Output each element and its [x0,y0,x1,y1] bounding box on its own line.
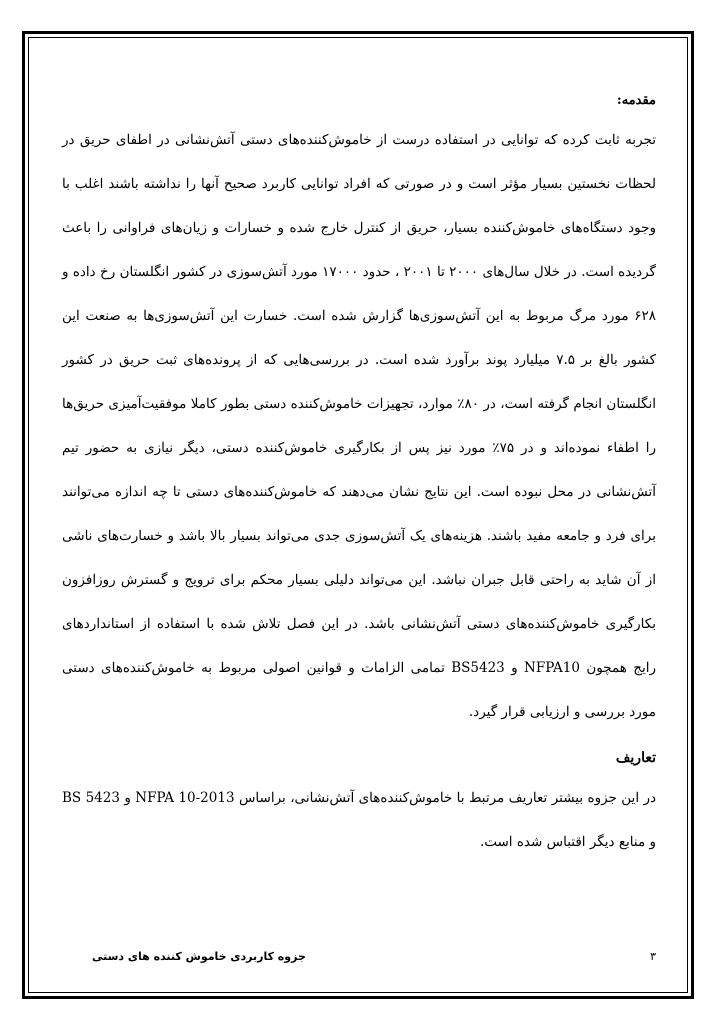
intro-heading: مقدمه: [616,93,656,108]
page-content [62,88,656,864]
intro-paragraph: تجربه ثابت کرده که توانایی در استفاده درست از خاموش‌کننده‌های دستی آتش‌نشانی در اطفای حریق در لحظات نخستین بسیار مؤثر است و در صورتی که افراد توانایی کاربرد صحیح آنها را نداشته باشند اغلب با وجود دستگاه‌های خاموش‌کننده بسیار، حریق از کنترل خارج شده و خسارات و زیان‌های فراوانی را باعث گردیده است. در خلال سال‌های ۲۰۰۰ تا ۲۰۰۱ ، حدود ۱۷۰۰۰ مورد آتش‌سوزی در کشور انگلستان رخ داده و ۶۲۸ مورد مرگ مربوط به این آتش‌سوزی‌ها گزارش شده است. خسارت این آتش‌سوزی‌ها به صنعت این کشور بالغ بر ۷.۵ میلیارد پوند برآورد شده است. در بررسی‌هایی که از پرونده‌های ثبت حریق در کشور انگلستان انجام گرفته است، در ۸۰٪ موارد، تجهیزات خاموش‌کننده دستی بطور کاملا موفقیت‌آمیزی حریق‌ها را اطفاء نموده‌اند و در ۷۵٪ مورد نیز پس از بکارگیری خاموش‌کننده دستی، دیگر نیازی به حضور تیم آتش‌نشانی در محل نبوده است. این نتایج نشان می‌دهند که خاموش‌کننده‌های دستی تا چه اندازه می‌توانند برای فرد و جامعه مفید باشند. هزینه‌های یک آتش‌سوزی جدی می‌تواند بسیار بالا باشد و خسارت‌های ناشی از آن شاید به راحتی قابل جبران نباشد. این می‌تواند دلیلی بسیار محکم برای ترویج و گسترش روزافزون بکارگیری خاموش‌کننده‌های دستی آتش‌نشانی باشد. در این فصل تلاش شده با استفاده از استانداردهای رایج همچون NFPA10 و BS5423 تمامی الزامات و قوانین اصولی مربوط به خاموش‌کننده‌های دستی مورد بررسی و ارزیابی قرار گیرد. [62,132,657,720]
definitions-heading: تعاریف [615,750,656,766]
footer-title: جزوه کاربردی خاموش کننده های دستی [92,950,306,963]
definitions-paragraph: در این جزوه بیشتر تعاریف مرتبط با خاموش‌کننده‌های آتش‌نشانی، براساس NFPA 10-2013 و BS 5423 و منابع دیگر اقتباس شده است. [62,790,656,850]
page-number: ۳ [650,950,656,963]
